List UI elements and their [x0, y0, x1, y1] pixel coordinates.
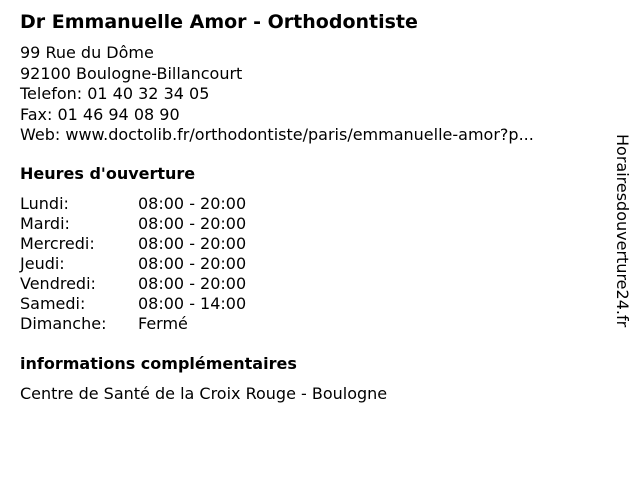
contact-block	[20, 43, 534, 146]
website-link[interactable]: Web: www.doctolib.fr/orthodontiste/paris/emmanuelle-amor?p...	[20, 125, 534, 144]
additional-info-heading: informations complémentaires	[20, 354, 297, 373]
day-label: Samedi:	[20, 294, 86, 313]
day-label: Jeudi:	[20, 254, 65, 273]
day-label: Mardi:	[20, 214, 70, 233]
phone-number: Telefon: 01 40 32 34 05	[20, 84, 210, 103]
time-value: 08:00 - 20:00	[138, 274, 247, 293]
time-value: Fermé	[138, 314, 188, 333]
day-label: Mercredi:	[20, 234, 95, 253]
time-value: 08:00 - 20:00	[138, 214, 247, 233]
time-value: 08:00 - 20:00	[138, 254, 247, 273]
time-value: 08:00 - 14:00	[138, 294, 247, 313]
street-address: 99 Rue du Dôme	[20, 43, 154, 62]
time-value: 08:00 - 20:00	[138, 234, 247, 253]
fax-number: Fax: 01 46 94 08 90	[20, 104, 180, 124]
day-label: Vendredi:	[20, 274, 96, 293]
day-label: Dimanche:	[20, 314, 107, 333]
city-address: 92100 Boulogne-Billancourt	[20, 63, 243, 83]
opening-hours-heading: Heures d'ouverture	[20, 164, 196, 183]
site-watermark: Horairesdouverture24.fr	[613, 134, 632, 328]
additional-info-text: Centre de Santé de la Croix Rouge - Boulogne	[20, 384, 388, 403]
time-value: 08:00 - 20:00	[138, 194, 247, 213]
page-title: Dr Emmanuelle Amor - Orthodontiste	[20, 11, 418, 33]
day-label: Lundi:	[20, 194, 69, 213]
